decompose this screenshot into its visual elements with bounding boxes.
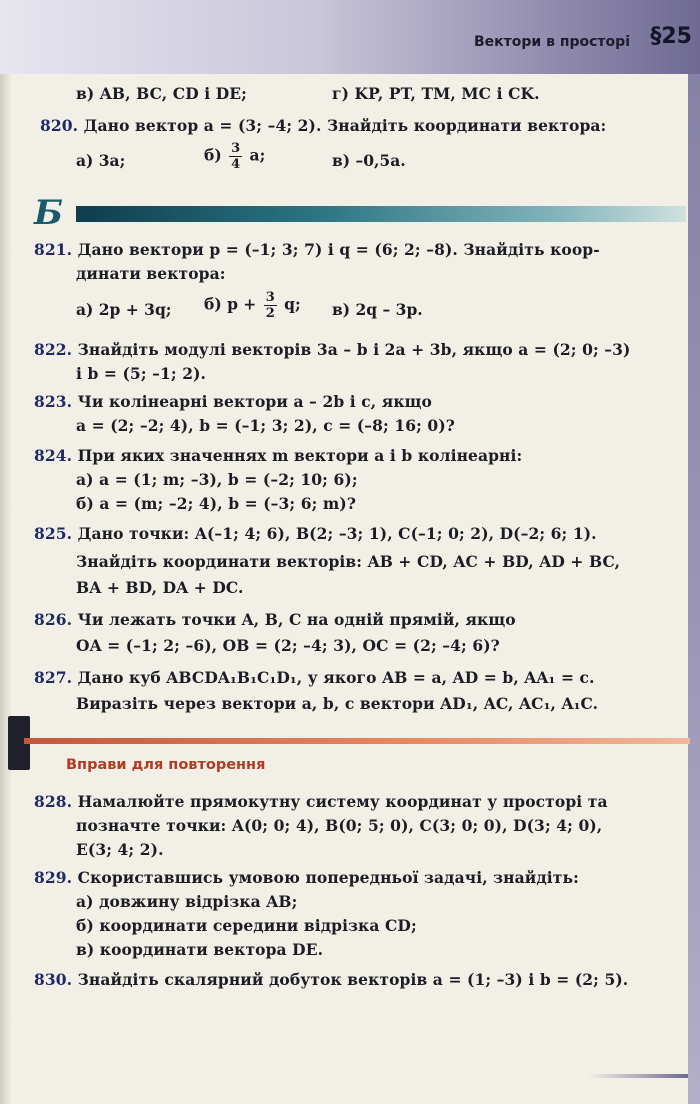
exercise-number: 825. [34,524,73,543]
exercise-text-line: б) a = (m; –2; 4), b = (–3; 6; m)? [76,494,357,513]
page-edge-band [688,74,700,1104]
exercise-number: 829. [34,868,73,887]
ex819-option-g: г) KP, PT, TM, MC і CK. [332,84,540,103]
exercise-824 [34,446,522,466]
option-label: б) p + [204,294,257,314]
fraction [229,141,242,172]
page-header [0,0,700,74]
exercise-822 [34,340,630,360]
exercise-text-line: E(3; 4; 2). [76,840,164,859]
exercise-number: 827. [34,668,73,687]
exercise-825 [34,524,597,544]
header-title: Вектори в просторі [473,34,630,50]
exercise-text: Чи лежать точки A, B, C на одній прямій, якщо [77,610,516,629]
exercise-text-line: BA + BD, DA + DC. [76,578,244,597]
exercise-827 [34,668,595,688]
exercise-number: 828. [34,792,73,811]
section-b-letter: Б [34,193,64,233]
exercise-text: Чи колінеарні вектори a – 2b і c, якщо [77,392,432,411]
exercise-number: 826. [34,610,73,629]
exercise-text-line: позначте точки: A(0; 0; 4), B(0; 5; 0), C(3; 0; 0), D(3; 4; 0), [76,816,603,835]
exercise-821 [34,240,600,260]
page-gutter-shadow [0,0,12,1104]
review-section-title: Вправи для повторення [66,757,266,773]
option-expression: q; [284,294,301,314]
header-section-number: §25 [650,24,692,49]
exercise-text: Знайдіть модулі векторів 3a – b і 2a + 3b, якщо a = (2; 0; –3) [77,340,631,359]
exercise-823 [34,392,432,412]
exercise-text-line: Знайдіть координати векторів: AB + CD, AC + BD, AD + BC, [76,552,621,571]
exercise-text: Дано точки: A(–1; 4; 6), B(2; –3; 1), C(–1; 0; 2), D(–2; 6; 1). [77,524,597,543]
fraction-numerator: 3 [265,290,275,305]
exercise-number: 822. [34,340,73,359]
exercise-number: 821. [34,240,73,259]
exercise-text-line: б) координати середини відрізка CD; [76,916,417,935]
exercise-text: Скориставшись умовою попередньої задачі, знайдіть: [77,868,579,887]
exercise-text: Дано вектори p = (–1; 3; 7) і q = (6; 2; –8). Знайдіть коор- [77,240,600,259]
exercise-text-line: а) довжину відрізка AB; [76,892,298,911]
exercise-text-line: OA = (–1; 2; –6), OB = (2; –4; 3), OC = (2; –4; 6)? [76,636,500,655]
option-label: б) [204,145,222,165]
exercise-text-line: Виразіть через вектори a, b, c вектори AD₁, AC, AC₁, A₁C. [76,694,599,713]
exercise-text-line: і b = (5; –1; 2). [76,364,207,383]
footer-decoration [588,1074,688,1078]
exercise-number: 823. [34,392,73,411]
exercise-number: 830. [34,970,73,989]
exercise-number: 820. [40,116,79,135]
ex821-option-v: в) 2q – 3p. [332,300,423,319]
fraction-denominator: 2 [265,306,275,321]
exercise-829 [34,868,579,888]
option-expression: a; [249,145,266,165]
exercise-text-line: динати вектора: [76,264,226,283]
review-section-bar [24,738,690,744]
ex821-option-a: а) 2p + 3q; [76,300,172,319]
ex820-option-a: а) 3a; [76,151,126,170]
exercise-text-line: a = (2; –2; 4), b = (–1; 3; 2), c = (–8; 16; 0)? [76,416,455,435]
exercise-text: Знайдіть скалярний добуток векторів a = (1; –3) і b = (2; 5). [77,970,629,989]
exercise-text: Намалюйте прямокутну систему координат у просторі та [77,792,608,811]
section-b-bar [76,206,686,222]
exercise-number: 824. [34,446,73,465]
exercise-text: Дано вектор a = (3; –4; 2). Знайдіть координати вектора: [83,116,607,135]
exercise-820 [40,116,606,136]
fraction-numerator: 3 [231,141,241,156]
ex821-option-b [204,290,301,321]
fraction-denominator: 4 [231,157,241,172]
ex820-option-b [204,141,265,172]
exercise-text-line: а) a = (1; m; –3), b = (–2; 10; 6); [76,470,358,489]
exercise-828 [34,792,608,812]
ex819-option-v: в) AB, BC, CD і DE; [76,84,247,103]
exercise-text-line: в) координати вектора DE. [76,940,324,959]
exercise-text: Дано куб ABCDA₁B₁C₁D₁, у якого AB = a, AD = b, AA₁ = c. [77,668,595,687]
exercise-text: При яких значеннях m вектори a і b колінеарні: [77,446,523,465]
fraction [264,290,277,321]
exercise-826 [34,610,516,630]
exercise-830 [34,970,628,990]
ex820-option-v: в) –0,5a. [332,151,406,170]
